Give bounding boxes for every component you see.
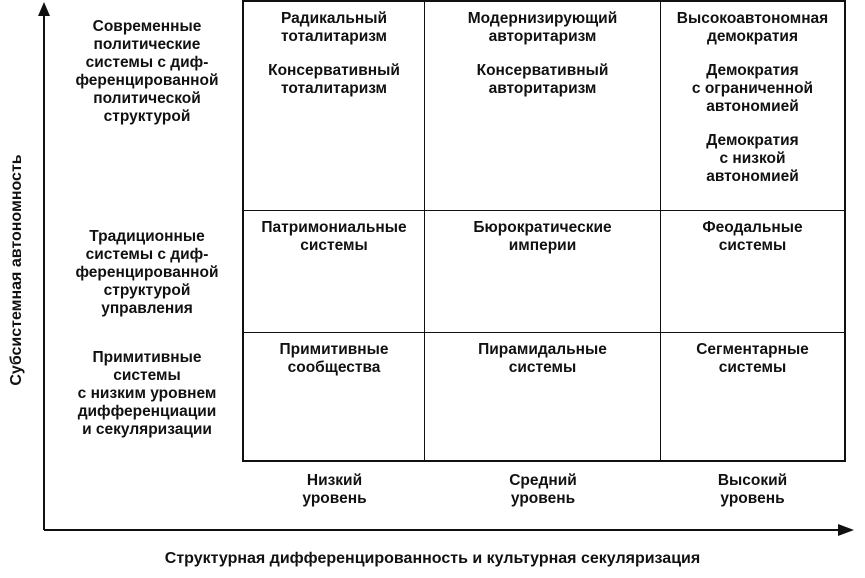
cell-modern-medium bbox=[425, 2, 661, 211]
cell-text: Модернизирующий авторитаризм bbox=[467, 10, 618, 45]
cell-primitive-high bbox=[661, 333, 844, 460]
cell-modern-high bbox=[661, 2, 844, 211]
cell-text: Радикальный тоталитаризм bbox=[280, 10, 388, 45]
cell-traditional-low bbox=[244, 211, 425, 333]
row-label-primitive: Примитивные системы с низким уровнем дифференциации и секуляризации bbox=[77, 349, 217, 438]
cell-traditional-high bbox=[661, 211, 844, 333]
cell-text: Демократия с ограниченной автономией bbox=[691, 62, 814, 115]
x-axis-title: Структурная дифференцированность и культурная секуляризация bbox=[164, 550, 701, 567]
column-label-high: Высокий уровень bbox=[717, 472, 788, 507]
cell-text: Консервативный авторитаризм bbox=[476, 62, 609, 97]
y-axis-arrow bbox=[38, 2, 50, 16]
cell-text: Примитивные сообщества bbox=[279, 341, 389, 376]
cell-primitive-medium bbox=[425, 333, 661, 460]
cell-text: Демократия с низкой автономией bbox=[706, 132, 799, 185]
cell-text: Высокоавтономная демократия bbox=[676, 10, 829, 45]
cell-text: Феодальные системы bbox=[702, 219, 803, 254]
typology-grid bbox=[242, 0, 846, 462]
row-label-traditional: Традиционные системы с диф- ференцированной структурой управления bbox=[75, 228, 219, 317]
cell-text: Консервативный тоталитаризм bbox=[268, 62, 400, 97]
cell-text: Сегментарные системы bbox=[696, 341, 809, 376]
cell-text: Бюрократические империи bbox=[473, 219, 612, 254]
column-label-low: Низкий уровень bbox=[302, 472, 367, 507]
cell-traditional-medium bbox=[425, 211, 661, 333]
x-axis-arrow bbox=[838, 524, 854, 536]
row-label-modern: Современные политические системы с диф- ференцированной политической структурой bbox=[75, 18, 219, 125]
cell-text: Пирамидальные системы bbox=[478, 341, 607, 376]
cell-primitive-low bbox=[244, 333, 425, 460]
y-axis-title: Субсистемная автономность bbox=[8, 154, 25, 386]
cell-modern-low bbox=[244, 2, 425, 211]
cell-text: Патримониальные системы bbox=[261, 219, 407, 254]
column-label-medium: Средний уровень bbox=[509, 472, 577, 507]
